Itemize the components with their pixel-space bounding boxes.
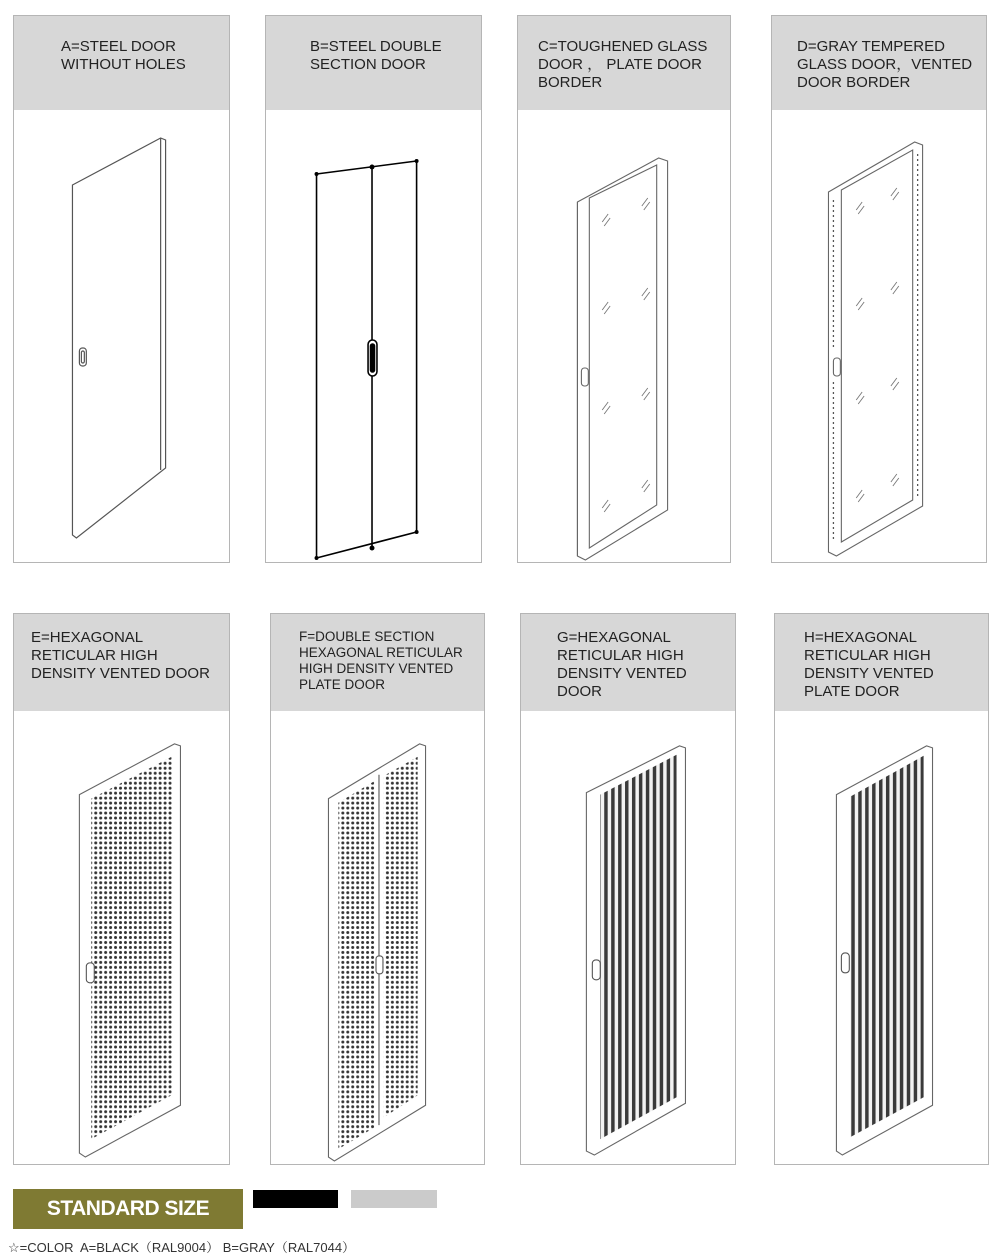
title-line: DENSITY VENTED (804, 665, 934, 682)
door-illustration-glass (518, 110, 730, 562)
color-swatch-black (253, 1190, 338, 1208)
door-card-title (775, 614, 988, 711)
title-line: DOOR BORDER (797, 74, 911, 91)
title-line: BORDER (538, 74, 603, 91)
title-line: A=STEEL DOOR (61, 38, 176, 55)
title-line: E=HEXAGONAL (31, 629, 144, 646)
door-illustration-double-steel (266, 110, 481, 562)
title-line: PLATE DOOR (299, 677, 386, 692)
door-card-title (271, 614, 484, 711)
door-card-title (14, 16, 229, 110)
door-card-title (518, 16, 730, 110)
title-line: HIGH DENSITY VENTED (299, 661, 454, 676)
door-card-title (521, 614, 735, 711)
title-line: SECTION DOOR (310, 56, 426, 73)
door-card-title (14, 614, 229, 711)
title-line: PLATE DOOR (804, 683, 900, 700)
door-card-f (270, 613, 485, 1165)
title-line: D=GRAY TEMPERED (797, 38, 945, 55)
door-illustration-vented-glass (772, 110, 986, 562)
door-card-e (13, 613, 230, 1165)
title-line: RETICULAR HIGH (31, 647, 158, 664)
door-illustration-double-hex-vented (271, 711, 484, 1164)
door-card-a (13, 15, 230, 563)
door-card-d (771, 15, 987, 563)
title-line: DOOR ， PLATE DOOR (538, 56, 702, 73)
title-line: B=STEEL DOUBLE (310, 38, 442, 55)
door-card-b (265, 15, 482, 563)
door-illustration-curved-vented (521, 711, 735, 1164)
title-line: H=HEXAGONAL (804, 629, 917, 646)
door-card-title (266, 16, 481, 110)
title-line: GLASS DOOR，VENTED (797, 56, 973, 73)
title-line: RETICULAR HIGH (557, 647, 684, 664)
door-illustration-hex-vented (14, 711, 229, 1164)
title-line: RETICULAR HIGH (804, 647, 931, 664)
door-card-c (517, 15, 731, 563)
title-line: HEXAGONAL RETICULAR (299, 645, 463, 660)
title-line: F=DOUBLE SECTION (299, 629, 435, 644)
title-line: DENSITY VENTED DOOR (31, 665, 210, 682)
standard-size-banner: STANDARD SIZE (13, 1189, 243, 1229)
color-legend: ☆=COLOR A=BLACK（RAL9004） B=GRAY（RAL7044） (8, 1240, 356, 1255)
door-card-g (520, 613, 736, 1165)
title-line: DENSITY VENTED (557, 665, 687, 682)
door-illustration-steel (14, 110, 229, 562)
door-illustration-plate-vented (775, 711, 988, 1164)
door-card-h (774, 613, 989, 1165)
title-line: G=HEXAGONAL (557, 629, 671, 646)
door-card-title (772, 16, 986, 110)
title-line: WITHOUT HOLES (61, 56, 186, 73)
title-line: C=TOUGHENED GLASS (538, 38, 708, 55)
title-line: DOOR (557, 683, 602, 700)
color-swatch-gray (351, 1190, 437, 1208)
